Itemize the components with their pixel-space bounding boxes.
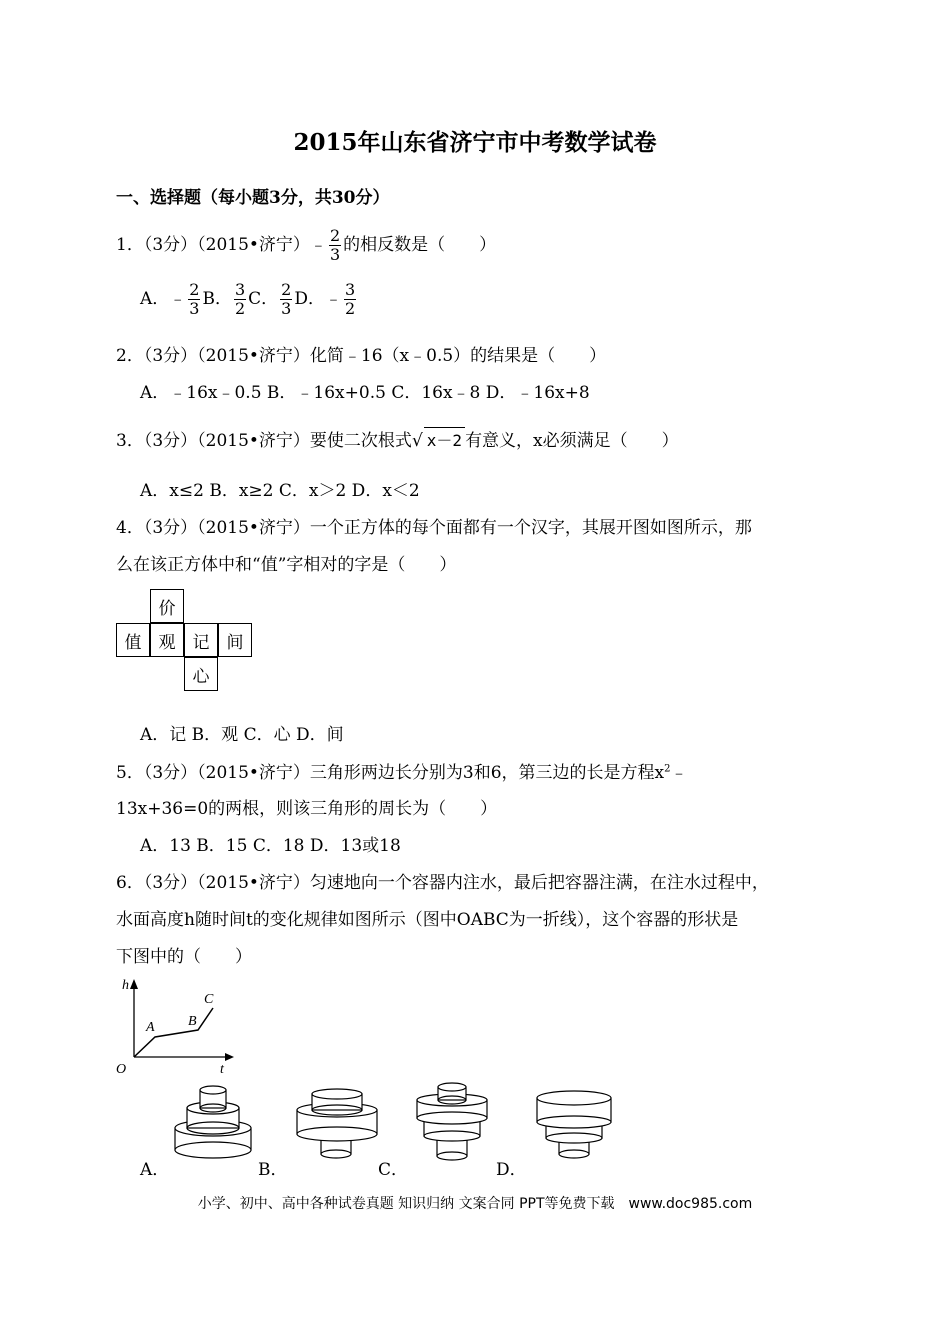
container-option-a bbox=[172, 1082, 254, 1162]
net-cell-zhi: 值 bbox=[116, 623, 150, 657]
q1-b-num: 3 bbox=[234, 280, 246, 299]
question-1-stem bbox=[116, 228, 496, 263]
label-t: t bbox=[220, 1062, 224, 1077]
container-option-c bbox=[414, 1082, 490, 1164]
label-c: C bbox=[204, 992, 214, 1007]
section-heading: 一、选择题（每小题3分，共30分） bbox=[116, 188, 390, 208]
question-4-options: A．记 B．观 C．心 D．间 bbox=[140, 725, 344, 745]
h-axis-arrow bbox=[130, 979, 138, 989]
water-level-graph bbox=[110, 975, 240, 1080]
q1-c-fraction bbox=[280, 282, 292, 317]
label-a: A bbox=[146, 1020, 155, 1035]
q1-option-a: A．﹣ bbox=[140, 289, 187, 309]
q5-line1-text: 5．（3分）（2015•济宁）三角形两边长分别为3和6，第三边的长是方程x bbox=[116, 763, 665, 783]
q5-exponent: 2 bbox=[664, 763, 671, 775]
q1-a-den: 3 bbox=[189, 299, 200, 318]
question-6-line1: 6．（3分）（2015•济宁）匀速地向一个容器内注水，最后把容器注满，在注水过程中， bbox=[116, 873, 769, 893]
question-6-line2: 水面高度h随时间t的变化规律如图所示（图中OABC为一折线），这个容器的形状是 bbox=[116, 910, 739, 930]
question-4-line2: 么在该正方体中和“值”字相对的字是（ ） bbox=[116, 555, 457, 575]
q1-c-den: 3 bbox=[281, 299, 292, 318]
q1-option-b: B． bbox=[202, 289, 232, 309]
container-option-b bbox=[294, 1088, 380, 1168]
question-3-options: A．x≤2 B．x≥2 C．x＞2 D．x＜2 bbox=[140, 481, 420, 501]
question-5-options: A．13 B．15 C．18 D．13或18 bbox=[140, 836, 401, 856]
q1-option-c: C． bbox=[248, 289, 279, 309]
q1-d-fraction bbox=[344, 282, 356, 317]
q1-a-fraction bbox=[188, 282, 200, 317]
q1-a-num: 2 bbox=[189, 280, 200, 299]
t-axis-arrow bbox=[225, 1053, 234, 1061]
q6-option-a-label: A． bbox=[140, 1160, 170, 1180]
net-cell-xin: 心 bbox=[184, 657, 218, 691]
q1-d-den: 2 bbox=[345, 299, 356, 318]
container-option-d bbox=[534, 1088, 614, 1164]
question-6-line3: 下图中的（ ） bbox=[116, 947, 252, 967]
label-h: h bbox=[122, 978, 129, 993]
q1-frac-num: 2 bbox=[329, 226, 341, 245]
net-cell-ji: 记 bbox=[184, 623, 218, 657]
q3-stem-end: 有意义，x必须满足（ ） bbox=[465, 431, 679, 451]
footer-text: 小学、初中、高中各种试卷真题 知识归纳 文案合同 PPT等免费下载 www.doc985.com bbox=[197, 1196, 753, 1212]
q5-line1-end: ﹣ bbox=[670, 763, 688, 783]
q1-frac-den: 3 bbox=[329, 245, 341, 264]
q1-c-num: 2 bbox=[281, 280, 292, 299]
net-cell-jia: 价 bbox=[150, 589, 184, 623]
page-title: 2015年山东省济宁市中考数学试卷 bbox=[293, 129, 657, 156]
q1-b-fraction bbox=[234, 282, 246, 317]
question-3-stem: 3．（3分）（2015•济宁）要使二次根式√ x－2 有意义，x必须满足（ ） bbox=[116, 426, 679, 451]
question-5-line1 bbox=[116, 758, 688, 783]
q6-option-d-label: D． bbox=[496, 1160, 527, 1180]
q1-fraction bbox=[329, 228, 341, 263]
label-o: O bbox=[116, 1062, 127, 1077]
q1-stem-start: 1．（3分）（2015•济宁）﹣ bbox=[116, 235, 327, 255]
q1-b-den: 2 bbox=[234, 299, 246, 318]
label-b: B bbox=[188, 1014, 197, 1029]
question-1-options bbox=[140, 282, 358, 317]
q1-stem-end: 的相反数是（ ） bbox=[343, 235, 497, 255]
question-5-line2: 13x+36=0的两根，则该三角形的周长为（ ） bbox=[116, 799, 498, 819]
question-2-stem: 2．（3分）（2015•济宁）化简﹣16（x﹣0.5）的结果是（ ） bbox=[116, 346, 607, 366]
q1-option-d: D．﹣ bbox=[294, 289, 342, 309]
q6-option-c-label: C． bbox=[378, 1160, 409, 1180]
q6-option-b-label: B． bbox=[258, 1160, 288, 1180]
net-cell-guan: 观 bbox=[150, 623, 184, 657]
question-2-options: A．﹣16x﹣0.5 B．﹣16x+0.5 C．16x﹣8 D．﹣16x+8 bbox=[140, 383, 590, 403]
q1-d-num: 3 bbox=[345, 280, 356, 299]
q3-stem-start: 3．（3分）（2015•济宁）要使二次根式 bbox=[116, 431, 412, 451]
q3-radicand: x－2 bbox=[424, 427, 465, 451]
question-4-line1: 4．（3分）（2015•济宁）一个正方体的每个面都有一个汉字，其展开图如图所示，那 bbox=[116, 518, 752, 538]
net-cell-jian: 间 bbox=[218, 623, 252, 657]
